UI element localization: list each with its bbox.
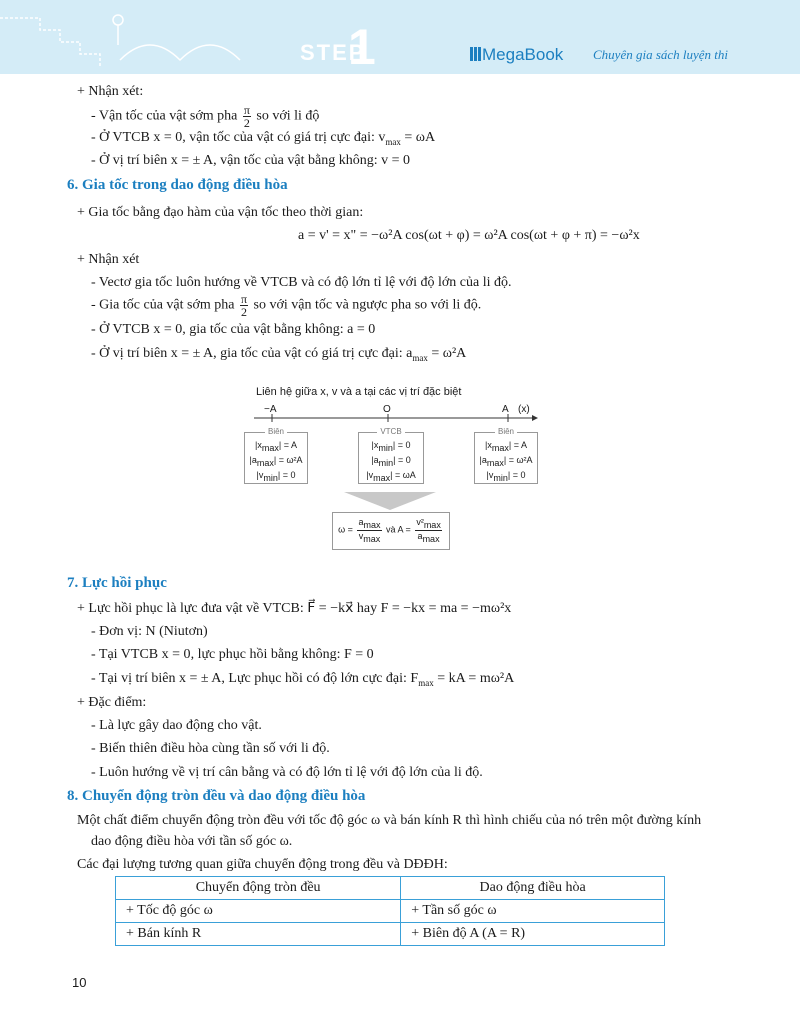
axis-label-x: (x)	[518, 404, 530, 415]
brand-logo-icon	[470, 47, 482, 61]
feature-1: - Là lực gây dao động cho vật.	[91, 718, 262, 733]
paragraph-2: Các đại lượng tương quan giữa chuyển động trong đều và DĐĐH:	[77, 857, 448, 872]
vtcb-box: VTCB $|x_{min}| = 0$ $|a_{min}| = 0$ $|v_{max}| = \omega A$	[358, 432, 424, 484]
axis-label-minus-a: −A	[264, 404, 277, 415]
table-header-cell: Chuyển động tròn đều	[116, 877, 401, 900]
paragraph-1-line-1: Một chất điểm chuyển động tròn đều với tốc độ góc ω và bán kính R thì hình chiếu của nó trên một đường kính	[77, 813, 702, 828]
fraction-pi-2: $\frac{\pi}{2}$	[243, 103, 250, 130]
force-vtcb: - Tại VTCB x = 0, lực phục hồi bằng không: F = 0	[91, 647, 374, 662]
down-arrow-icon	[340, 490, 440, 512]
remark-vtcb-velocity: - Ở VTCB x = 0, vận tốc của vật có giá trị cực đại: $v_{max} = \omega A$	[91, 130, 436, 147]
step-label: STEP	[300, 40, 366, 65]
remark-vtcb-acc: - Ở VTCB x = 0, gia tốc của vật bằng không: a = 0	[91, 322, 376, 337]
table-header-cell: Dao động điều hòa	[401, 877, 665, 900]
diagram-title: Liên hệ giữa x, v và a tại các vị trí đặc biệt	[256, 386, 462, 398]
table-cell: + Tần số góc ω	[401, 900, 665, 923]
edge-box-right: Biên $|x_{max}| = A$ $|a_{max}| = \omega^2A$ $|v_{min}| = 0$	[474, 432, 538, 484]
step-number: 1	[348, 19, 376, 74]
table-header-row	[116, 877, 665, 900]
remark-heading-2: + Nhận xét	[77, 252, 140, 267]
table-cell: + Biên độ A (A = R)	[401, 923, 665, 946]
remark-edge-velocity: - Ở vị trí biên x = ± A, vận tốc của vật bằng không: v = 0	[91, 153, 410, 168]
formula-box: ω = $\frac{a_{max}}{v_{max}}$ và A = $\frac{v^2_{max}}{a_{max}}$	[332, 512, 450, 550]
remark-edge-acc: - Ở vị trí biên x = ± A, gia tốc của vật có giá trị cực đại: $a_{max} = \omega^2A$	[91, 346, 467, 363]
brand-name: MegaBook	[482, 45, 564, 64]
axis-label-a: A	[502, 404, 509, 415]
remark-phase: - Vận tốc của vật sớm pha $\frac{\pi}{2}$ so với li độ	[91, 103, 320, 130]
remark-acc-vector: - Vectơ gia tốc luôn hướng về VTCB và có độ lớn tỉ lệ với độ lớn của li độ.	[91, 275, 512, 290]
paragraph-1-line-2: dao động điều hòa với tần số góc ω.	[91, 834, 293, 849]
section-8-title: 8. Chuyển động tròn đều và dao động điều hòa	[67, 788, 366, 804]
section-6-title: 6. Gia tốc trong dao động điều hòa	[67, 177, 288, 193]
section-7-title: 7. Lực hồi phục	[67, 575, 167, 591]
page-number: 10	[72, 975, 87, 990]
remark-heading: + Nhận xét:	[77, 84, 144, 99]
table-cell: + Tốc độ góc ω	[116, 900, 401, 923]
restoring-force-definition: + Lực hồi phục là lực đưa vật về VTCB: F⃗ = −kx⃗ hay F = −kx = ma = −mω²x	[77, 601, 512, 616]
table-cell: + Bán kính R	[116, 923, 401, 946]
acceleration-equation: a = v' = x" = −ω²A cos(ωt + φ) = ω²A cos(ωt + φ + π) = −ω²x	[298, 228, 640, 243]
table-row	[116, 923, 665, 946]
table-row	[116, 900, 665, 923]
feature-2: - Biến thiên điều hòa cùng tần số với li độ.	[91, 741, 330, 756]
feature-3: - Luôn hướng về vị trí cân bằng và có độ lớn tỉ lệ với độ lớn của li độ.	[91, 765, 483, 780]
brand-tagline: Chuyên gia sách luyện thi	[593, 47, 729, 62]
fraction-pi-2: $\frac{\pi}{2}$	[240, 292, 248, 319]
force-unit: - Đơn vị: N (Niutơn)	[91, 624, 208, 639]
special-positions-diagram	[240, 386, 540, 554]
force-edge: - Tại vị trí biên x = ± A, Lực phục hồi có độ lớn cực đại: $F_{max}$ = kA = mω²A	[91, 671, 515, 688]
features-heading: + Đặc điểm:	[77, 695, 147, 710]
edge-box-left: Biên $|x_{max}| = A$ $|a_{max}| = \omega^2A$ $|v_{min}| = 0$	[244, 432, 308, 484]
page-header	[0, 0, 800, 74]
correspondence-table	[115, 876, 665, 946]
axis-label-origin: O	[383, 404, 391, 415]
acceleration-definition: + Gia tốc bằng đạo hàm của vận tốc theo thời gian:	[77, 205, 364, 220]
remark-acc-phase: - Gia tốc của vật sớm pha $\frac{\pi}{2}$ so với vận tốc và ngược pha so với li độ.	[91, 292, 482, 319]
